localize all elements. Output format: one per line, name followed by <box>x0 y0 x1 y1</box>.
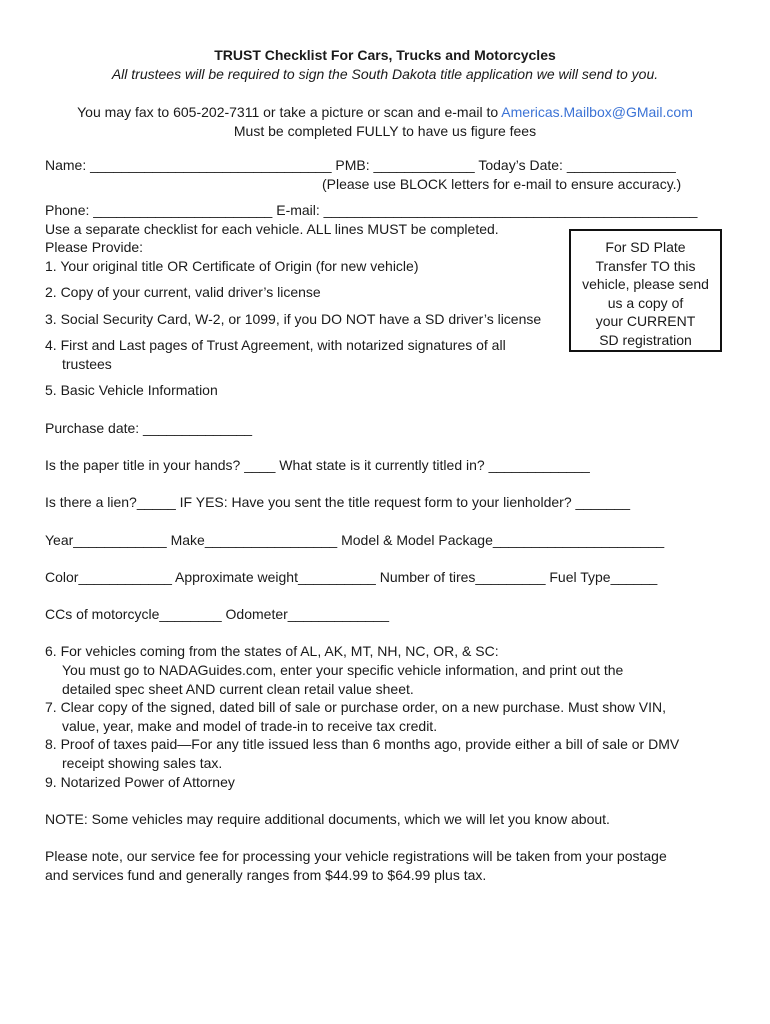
service-fee-note-continued: and services fund and generally ranges from $44.99 to $64.99 plus tax. <box>45 867 487 883</box>
must-complete-note: Must be completed FULLY to have us figure fees <box>233 123 537 139</box>
fax-text: You may fax to 605-202-7311 or take a picture or scan and e-mail to <box>77 104 502 120</box>
list-item-9: 9. Notarized Power of Attorney <box>45 774 235 790</box>
color-weight-tires-fuel-field[interactable]: Color____________ Approximate weight__________ Number of tires_________ Fuel Type______ <box>45 569 658 585</box>
sd-plate-transfer-box <box>569 229 722 352</box>
sd-box-line: SD registration <box>599 331 692 348</box>
list-item-7: 7. Clear copy of the signed, dated bill of sale or purchase order, on a new purchase. Must show VIN, <box>45 699 667 715</box>
sd-box-line: your CURRENT <box>595 313 696 329</box>
document-subtitle: All trustees will be required to sign the South Dakota title application we will send to you. <box>111 66 659 82</box>
list-item-6: 6. For vehicles coming from the states of AL, AK, MT, NH, NC, OR, & SC: <box>45 643 499 659</box>
list-item-6-continued: You must go to NADAGuides.com, enter your specific vehicle information, and print out the <box>62 662 624 678</box>
list-item-2: 2. Copy of your current, valid driver’s license <box>45 284 321 300</box>
email-link[interactable]: Americas.Mailbox@GMail.com <box>501 104 693 120</box>
sd-box-line: us a copy of <box>607 294 684 311</box>
sd-box-line: For SD Plate <box>605 239 686 255</box>
please-provide-label: Please Provide: <box>45 239 144 255</box>
list-item-5: 5. Basic Vehicle Information <box>45 382 218 398</box>
list-item-6-continued: detailed spec sheet AND current clean retail value sheet. <box>62 681 414 697</box>
purchase-date-field[interactable]: Purchase date: ______________ <box>45 420 253 436</box>
list-item-3: 3. Social Security Card, W-2, or 1099, if you DO NOT have a SD driver’s license <box>45 311 542 327</box>
list-item-8-continued: receipt showing sales tax. <box>62 755 223 771</box>
sd-box-line: Transfer TO this <box>595 257 696 274</box>
list-item-4: 4. First and Last pages of Trust Agreement, with notarized signatures of all <box>45 337 506 353</box>
service-fee-note: Please note, our service fee for processing your vehicle registrations will be taken from your postage <box>45 848 667 864</box>
name-pmb-date-line[interactable]: Name: _______________________________ PMB: _____________ Today’s Date: ______________ <box>45 157 676 173</box>
separate-checklist-note: Use a separate checklist for each vehicle. ALL lines MUST be completed. <box>45 221 499 237</box>
list-item-7-continued: value, year, make and model of trade-in to receive tax credit. <box>62 718 438 734</box>
list-item-1: 1. Your original title OR Certificate of Origin (for new vehicle) <box>45 258 419 274</box>
list-item-8: 8. Proof of taxes paid—For any title issued less than 6 months ago, provide either a bill of sale or DMV <box>45 736 680 752</box>
additional-documents-note: NOTE: Some vehicles may require additional documents, which we will let you know about. <box>45 811 610 827</box>
document-title: TRUST Checklist For Cars, Trucks and Motorcycles <box>214 47 556 63</box>
title-state-field[interactable]: Is the paper title in your hands? ____ What state is it currently titled in? _____________ <box>45 457 590 473</box>
cc-odometer-field[interactable]: CCs of motorcycle________ Odometer_____________ <box>45 606 390 622</box>
fax-instructions <box>0 103 770 122</box>
block-letters-note: (Please use BLOCK letters for e-mail to ensure accuracy.) <box>322 176 682 192</box>
year-make-model-field[interactable]: Year____________ Make_________________ Model & Model Package______________________ <box>45 532 665 548</box>
phone-email-line[interactable]: Phone: _______________________ E-mail: ________________________________________________ <box>45 202 698 218</box>
sd-box-line: vehicle, please send <box>582 276 709 292</box>
list-item-4-continued: trustees <box>62 356 112 372</box>
lien-field[interactable]: Is there a lien?_____ IF YES: Have you sent the title request form to your lienholder? _______ <box>45 494 630 510</box>
